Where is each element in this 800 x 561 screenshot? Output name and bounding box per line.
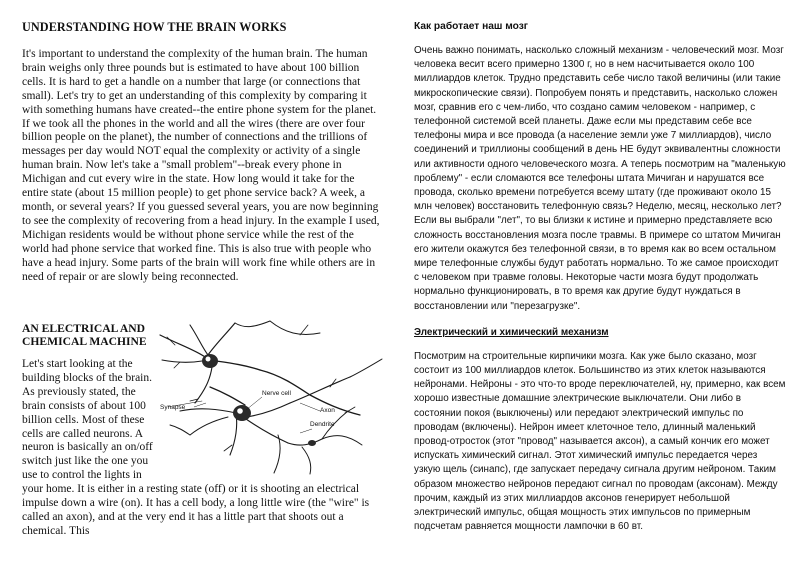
russian-column	[414, 20, 786, 535]
russian-section-title: Электрический и химический механизм	[414, 326, 609, 338]
neuron-illustration	[150, 315, 385, 475]
english-section-text: Let's start looking at the building blocks of the brain. As previously stated, the brain consists of about 100 billion cells. Most of these cells are called neurons. A neuron is basically an on/off switch just like the one you use to control the lights in your home. It is either in a resting state (off) or it is shooting an electrical impulse down a wire (on). It has a cell body, a long little wire (the "wire" is called an axon), and at the very end it has a little part that shoots out a chemical. This	[22, 358, 370, 537]
english-intro-paragraph: It's important to understand the complexity of the human brain. The human brain weighs only three pounds but is estimated to have about 100 billion cells. It is hard to get a handle on a number that large (or connections that small). Let's try to get an understanding of this complexity by comparing it with something humans have created--the entire phone system for the planet. If we took all the phones in the world and all the wires (there are over four billion people on the planet), the number of connections and the trillions of messages per day would NOT equal the complexity or activity of a single human brain. Now let's take a "small problem"--break every phone in Michigan and cut every wire in the state. How long would it take for the entire state (about 15 million people) to get phone service back? A week, a month, or several years? If you guessed several years, you are now beginning to see the complexity of recovering from a head injury. In the example I used, Michigan residents would be without phone service while the rest of the world had phone service that worked fine. This is also true with people who have a head injury. Some parts of the brain will work fine while others are in need of repair or are slowly being reconnected.	[22, 48, 380, 283]
russian-intro-paragraph: Очень важно понимать, насколько сложный механизм - человеческий мозг. Мозг человека весит всего примерно 1300 г, но в нем насчитывается около 100 миллиардов клеток. Трудно представить себе число такой величины (или такие микроскопические связи). Попробуем понять и представить, насколько сложен мозг, сравнив его с чем-либо, что создано самим человеком - например, с телефонной системой всей планеты. Даже если мы представим себе все телефоны мира и все провода (а население земли уже 7 миллиардов), число соединений и триллионы сообщений в день НЕ будут эквивалентны сложности или активности одного человеческого мозга. А теперь посмотрим на "маленькую проблему" - если сломаются все телефоны штата Мичиган и нарушатся все провода, сколько времени потребуется всему штату (где проживают около 15 млн человек) восстановить телефонную связь? Неделю, месяц, несколько лет? Если вы выбрали "лет", то вы близки к истине и примерно представляете всю сложность восстановления мозга после травмы. В примере со штатом Мичиган его жители окажутся без телефонной связи, в то время как во всем остальном мире телефонные службы будут работать нормально. То же самое происходит с человеком при травме головы. Некоторые части мозга будут продолжать нормально функционировать, в то время как другие будут нуждаться в восстановлении или "перезагрузке".	[414, 45, 786, 312]
english-column	[22, 20, 382, 284]
english-section-title: AN ELECTRICAL AND CHEMICAL MACHINE	[22, 322, 147, 348]
nerve-cell-label: Nerve cell	[262, 390, 291, 397]
neuron-diagram	[150, 315, 385, 475]
russian-section-body: Посмотрим на строительные кирпичики мозга. Как уже было сказано, мозг состоит из 100 миллиардов клеток. Большинство из этих клеток называются нейронами. Нейроны - это что-то вроде переключателей, ну, примерно, как всем хорошо известные домашние электрические выключатели. Они либо в состоянии покоя (выключены) или передают электрический импульс по проводам (включены). Нейрон имеет клеточное тело, длинный маленький провод-отросток (этот "провод" называется аксон), а самый кончик его может испускать химический сигнал. Этот химический импульс передается через узкую щель (синапс), где запускает передачу сигнала другим нейроном. Таким образом множество нейронов передают сигнал по проводам (аксонам). Между прочим, каждый из этих миллиардов аксонов генерирует небольшой электрический импульс, общая мощность этих импульсов по примерным подсчетам равняется мощности лампочки в 60 вт.	[414, 350, 786, 533]
english-title: UNDERSTANDING HOW THE BRAIN WORKS	[22, 20, 287, 34]
dendrite-label: Dendrite	[310, 421, 335, 428]
axon-label: Axon	[320, 407, 335, 414]
russian-title: Как работает наш мозг	[414, 21, 529, 32]
synapse-label: Synapse	[160, 404, 186, 411]
